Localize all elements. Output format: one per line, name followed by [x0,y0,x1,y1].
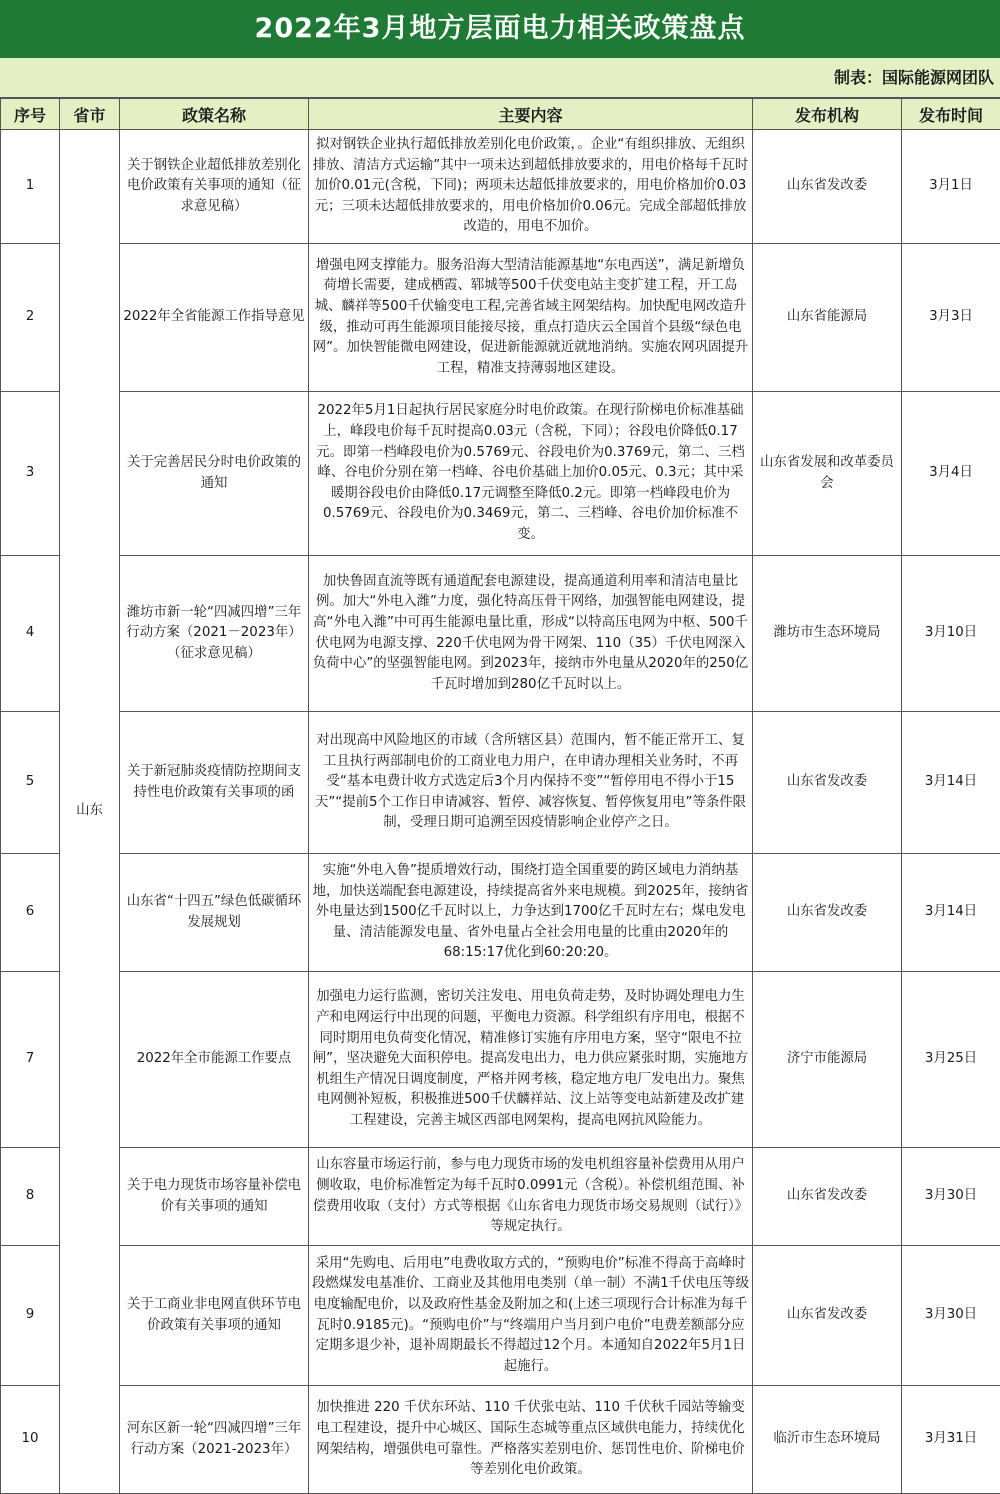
policy-date: 3月25日 [902,972,1000,1148]
policy-org: 山东省能源局 [753,244,902,392]
policy-name: 关于新冠肺炎疫情防控期间支持性电价政策有关事项的函 [120,712,309,854]
table-row [1,244,1000,392]
row-no: 7 [1,972,60,1148]
row-no: 4 [1,556,60,712]
table-row [1,1246,1000,1386]
policy-date: 3月31日 [902,1386,1000,1494]
table-row [1,392,1000,556]
row-no: 1 [1,130,60,244]
table-row [1,854,1000,972]
policy-date: 3月3日 [902,244,1000,392]
policy-date: 3月14日 [902,854,1000,972]
header-province: 省市 [60,99,120,130]
row-no: 2 [1,244,60,392]
policy-date: 3月4日 [902,392,1000,556]
province-cell: 山东 [60,130,120,1494]
credit-line: 制表：国际能源网团队 [0,58,1000,98]
page-title: 2022年3月地方层面电力相关政策盘点 [0,0,1000,58]
table-row [1,1386,1000,1494]
policy-name: 河东区新一轮“四减四增”三年行动方案（2021-2023年） [120,1386,309,1494]
policy-date: 3月30日 [902,1246,1000,1386]
policy-content: 拟对钢铁企业执行超低排放差别化电价政策，。企业“有组织排放、无组织排放、清洁方式运输”其中一项未达到超低排放要求的，用电价格每千瓦时加价0.01元(含税，下同)；两项未达超低排放要求的，用电价格加价0.03元；三项未达超低排放要求的，用电价格加价0.06元。完成全部超低排放改造的，用电不加价。 [309,130,753,244]
policy-content: 实施“外电入鲁”提质增效行动，围绕打造全国重要的跨区域电力消纳基地，加快送端配套电源建设，持续提高省外来电规模。到2025年，接纳省外电量达到1500亿千瓦时以上，力争达到1700亿千瓦时左右；煤电发电量、清洁能源发电量、省外电量占全社会用电量的比重由2020年的68:15:17优化到60:20:20。 [309,854,753,972]
header-no: 序号 [1,99,60,130]
row-no: 10 [1,1386,60,1494]
header-content: 主要内容 [309,99,753,130]
row-no: 6 [1,854,60,972]
policy-org: 山东省发改委 [753,1148,902,1246]
policy-name: 关于钢铁企业超低排放差别化电价政策有关事项的通知（征求意见稿） [120,130,309,244]
policy-content: 加快推进 220 千伏东环站、110 千伏张屯站、110 千伏秋千园站等输变电工程建设，提升中心城区、国际生态城等重点区域供电能力，持续优化网架结构，增强供电可靠性。严格落实差别电价、惩罚性电价、阶梯电价等差别化电价政策。 [309,1386,753,1494]
policy-name: 潍坊市新一轮“四减四增”三年行动方案（2021－2023年）（征求意见稿） [120,556,309,712]
row-no: 8 [1,1148,60,1246]
policy-date: 3月1日 [902,130,1000,244]
policy-date: 3月14日 [902,712,1000,854]
policy-table [0,98,1000,1494]
table-row [1,130,1000,244]
policy-org: 山东省发改委 [753,854,902,972]
policy-name: 关于工商业非电网直供环节电价政策有关事项的通知 [120,1246,309,1386]
policy-org: 潍坊市生态环境局 [753,556,902,712]
policy-org: 山东省发改委 [753,712,902,854]
table-row [1,972,1000,1148]
row-no: 9 [1,1246,60,1386]
policy-org: 山东省发改委 [753,130,902,244]
table-row [1,556,1000,712]
policy-content: 对出现高中风险地区的市域（含所辖区县）范围内，暂不能正常开工、复工且执行两部制电价的工商业电力用户，在申请办理相关业务时，不再受“基本电费计收方式选定后3个月内保持不变”“暂停用电不得小于15天”“提前5个工作日申请减容、暂停、减容恢复、暂停恢复用电”等条件限制，受理日期可追溯至因疫情影响企业停产之日。 [309,712,753,854]
policy-org: 临沂市生态环境局 [753,1386,902,1494]
policy-org: 济宁市能源局 [753,972,902,1148]
policy-name: 2022年全市能源工作要点 [120,972,309,1148]
policy-org: 山东省发展和改革委员会 [753,392,902,556]
table-row [1,1148,1000,1246]
policy-name: 2022年全省能源工作指导意见 [120,244,309,392]
row-no: 5 [1,712,60,854]
policy-content: 2022年5月1日起执行居民家庭分时电价政策。在现行阶梯电价标准基础上，峰段电价每千瓦时提高0.03元（含税，下同）；谷段电价降低0.17元。即第一档峰段电价为0.5769元、谷段电价为0.3769元，第二、三档峰、谷电价分别在第一档峰、谷电价基础上加价0.05元、0.3元；其中采暖期谷段电价由降低0.17元调整至降低0.2元。即第一档峰段电价为0.5769元、谷段电价为0.3469元，第二、三档峰、谷电价加价标准不变。 [309,392,753,556]
table-header-row [1,99,1000,130]
header-date: 发布时间 [902,99,1000,130]
policy-date: 3月10日 [902,556,1000,712]
policy-name: 山东省“十四五”绿色低碳循环发展规划 [120,854,309,972]
policy-content: 加强电力运行监测，密切关注发电、用电负荷走势，及时协调处理电力生产和电网运行中出现的问题，平衡电力资源。科学组织有序用电，根据不同时期用电负荷变化情况，精准修订实施有序用电方案，坚守“限电不拉闸”，坚决避免大面积停电。提高发电出力，电力供应紧张时期，实施地方机组生产情况日调度制度，严格并网考核，稳定地方电厂发电出力。聚焦电网侧补短板，积极推进500千伏麟祥站、汶上站等变电站新建及改扩建工程建设，完善主城区西部电网架构，提高电网抗风险能力。 [309,972,753,1148]
row-no: 3 [1,392,60,556]
policy-name: 关于电力现货市场容量补偿电价有关事项的通知 [120,1148,309,1246]
header-org: 发布机构 [753,99,902,130]
policy-name: 关于完善居民分时电价政策的通知 [120,392,309,556]
policy-org: 山东省发改委 [753,1246,902,1386]
header-name: 政策名称 [120,99,309,130]
policy-date: 3月30日 [902,1148,1000,1246]
policy-content: 山东容量市场运行前，参与电力现货市场的发电机组容量补偿费用从用户侧收取，电价标准暂定为每千瓦时0.0991元（含税）。补偿机组范围、补偿费用收取（支付）方式等根据《山东省电力现货市场交易规则（试行）》等规定执行。 [309,1148,753,1246]
policy-content: 增强电网支撑能力。服务沿海大型清洁能源基地“东电西送”，满足新增负荷增长需要，建成栖霞、郓城等500千伏变电站主变扩建工程，开工岛城、麟祥等500千伏输变电工程,完善省域主网架结构。加快配电网改造升级，推动可再生能源项目能接尽接，重点打造庆云全国首个县级“绿色电网”。加快智能微电网建设，促进新能源就近就地消纳。实施农网巩固提升工程，精准支持薄弱地区建设。 [309,244,753,392]
policy-content: 采用“先购电、后用电”电费收取方式的，“预购电价”标准不得高于高峰时段燃煤发电基准价、工商业及其他用电类别（单一制）不满1千伏电压等级电度输配电价，以及政府性基金及附加之和(上述三项现行合计标准为每千瓦时0.9185元)。“预购电价”与“终端用户当月到户电价”电费差额部分应定期多退少补，退补周期最长不得超过12个月。本通知自2022年5月1日起施行。 [309,1246,753,1386]
table-row [1,712,1000,854]
policy-content: 加快鲁固直流等既有通道配套电源建设，提高通道利用率和清洁电量比例。加大“外电入潍”力度，强化特高压骨干网络，加强智能电网建设，提高“外电入潍”中可再生能源电量比重，形成“以特高压电网为中枢、500千伏电网为电源支撑、220千伏电网为骨干网架、110（35）千伏电网深入负荷中心”的坚强智能电网。到2023年，接纳市外电量从2020年的250亿千瓦时增加到280亿千瓦时以上。 [309,556,753,712]
